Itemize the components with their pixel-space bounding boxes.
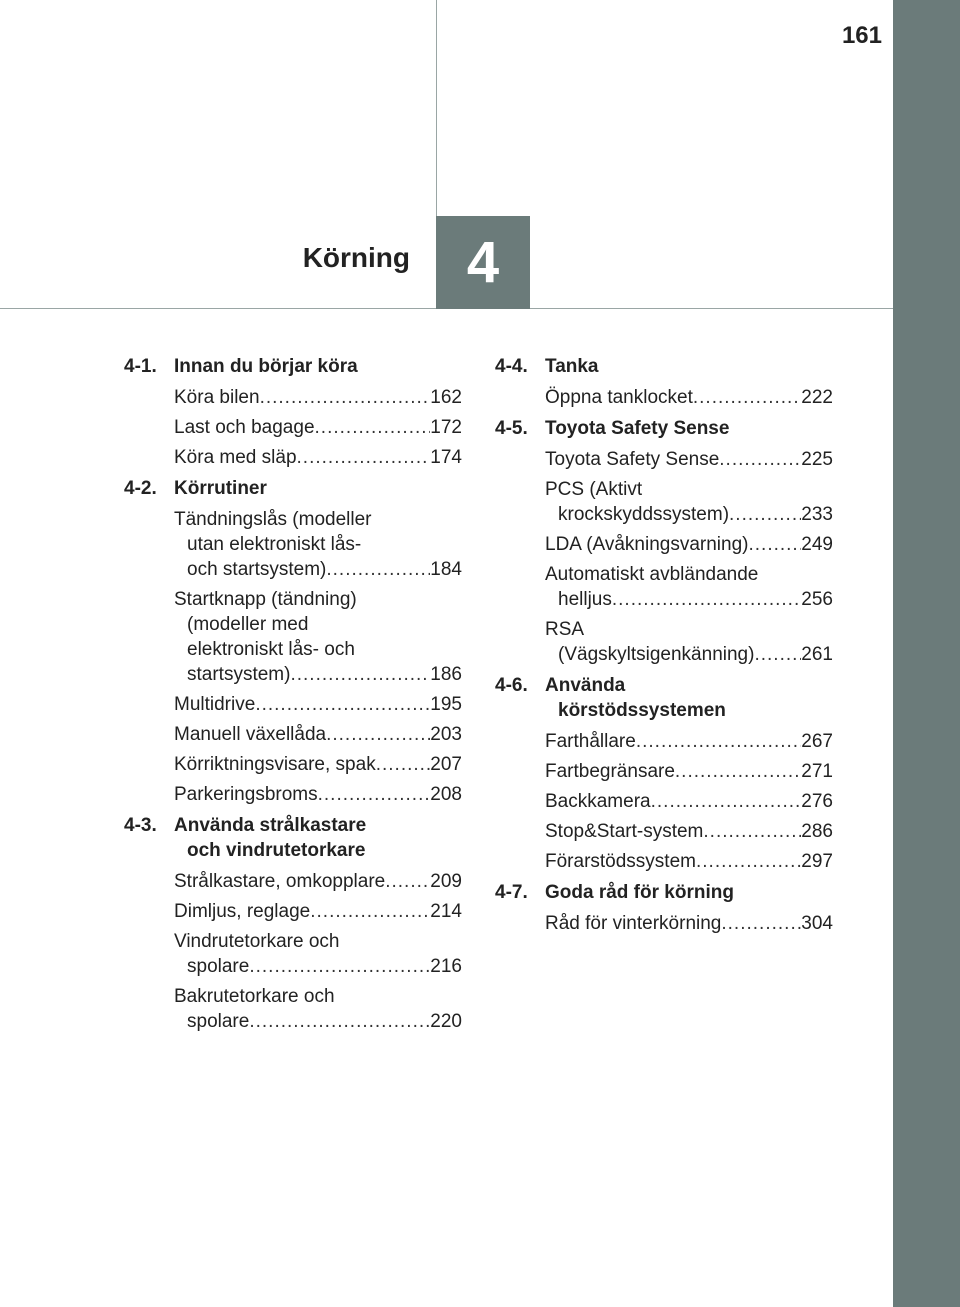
leader-dots: [696, 849, 801, 874]
entry-text: Råd för vinterkörning: [545, 913, 722, 934]
section-title-line: Goda råd för körning: [545, 882, 734, 903]
entry-page-number: 172: [430, 417, 462, 438]
toc-entry[interactable]: [545, 759, 833, 784]
entry-text-line: Vindrutetorkare och: [174, 931, 340, 952]
toc-entry[interactable]: [545, 819, 833, 844]
toc-section-heading: [124, 476, 462, 501]
section-title: [174, 813, 462, 863]
toc-entry[interactable]: [545, 617, 833, 667]
entry-text-line: Bakrutetorkare och: [174, 986, 335, 1007]
entry-last-line: [174, 557, 462, 582]
toc-entry[interactable]: [174, 984, 462, 1034]
entry-last-line: [174, 869, 462, 894]
leader-dots: [260, 385, 431, 410]
leader-dots: [636, 729, 801, 754]
entry-page-number: 209: [430, 871, 462, 892]
toc-entry[interactable]: [174, 587, 462, 687]
entry-last-line: [174, 1009, 462, 1034]
entry-last-line: [545, 729, 833, 754]
toc-entry[interactable]: [545, 532, 833, 557]
entry-last-line: [545, 759, 833, 784]
toc-section-heading: [495, 354, 833, 379]
section-number: 4-1.: [124, 356, 157, 377]
entry-page-number: 233: [801, 504, 833, 525]
entry-text: Öppna tanklocket: [545, 387, 693, 408]
entry-page-number: 186: [430, 664, 462, 685]
toc-entry[interactable]: [545, 911, 833, 936]
entry-text: Fartbegränsare: [545, 761, 675, 782]
entry-page-number: 249: [801, 534, 833, 555]
leader-dots: [290, 662, 430, 687]
toc-entry[interactable]: [174, 782, 462, 807]
chapter-number-box: 4: [436, 216, 530, 309]
entry-text: Förarstödssystem: [545, 851, 696, 872]
entry-last-line: [174, 722, 462, 747]
toc-entry[interactable]: [174, 722, 462, 747]
toc-entry[interactable]: [545, 849, 833, 874]
entry-page-number: 222: [801, 387, 833, 408]
entry-last-line: [174, 899, 462, 924]
leader-dots: [249, 954, 430, 979]
entry-last-line: [174, 692, 462, 717]
entry-text: spolare: [187, 956, 250, 977]
leader-dots: [385, 869, 430, 894]
section-title-line: och vindrutetorkare: [187, 840, 366, 861]
leader-dots: [719, 447, 801, 472]
section-number: 4-6.: [495, 675, 528, 696]
entry-page-number: 208: [430, 784, 462, 805]
entry-page-number: 184: [430, 559, 462, 580]
entry-text-line: Startknapp (tändning): [174, 589, 357, 610]
toc-section-heading: [124, 354, 462, 379]
section-title-line: Körrutiner: [174, 478, 267, 499]
entry-last-line: [545, 385, 833, 410]
toc-entry[interactable]: [545, 477, 833, 527]
vertical-rule: [436, 0, 437, 216]
section-title-line: Tanka: [545, 356, 599, 377]
entry-text-line: elektroniskt lås- och: [187, 639, 355, 660]
entry-text: Multidrive: [174, 694, 256, 715]
entry-last-line: [174, 662, 462, 687]
entry-last-line: [545, 849, 833, 874]
leader-dots: [315, 415, 431, 440]
leader-dots: [255, 692, 430, 717]
entry-text-line: RSA: [545, 619, 585, 640]
toc-entry[interactable]: [174, 869, 462, 894]
leader-dots: [693, 385, 801, 410]
toc-entry[interactable]: [545, 729, 833, 754]
leader-dots: [612, 587, 801, 612]
entry-page-number: 297: [801, 851, 833, 872]
leader-dots: [326, 557, 430, 582]
toc-section-heading: [495, 416, 833, 441]
entry-last-line: [174, 385, 462, 410]
toc-entry[interactable]: [174, 929, 462, 979]
entry-text: helljus: [558, 589, 612, 610]
entry-text: Stop&Start-system: [545, 821, 704, 842]
entry-last-line: [545, 789, 833, 814]
toc-entry[interactable]: [545, 447, 833, 472]
leader-dots: [326, 722, 430, 747]
entry-text-line: Automatiskt avbländande: [545, 564, 759, 585]
entry-text: Dimljus, reglage: [174, 901, 311, 922]
toc-section-heading: [124, 813, 462, 863]
section-title-line: Använda: [545, 675, 626, 696]
entry-page-number: 220: [430, 1011, 462, 1032]
leader-dots: [376, 752, 431, 777]
entry-text: Backkamera: [545, 791, 651, 812]
entry-text: (Vägskyltsigenkänning): [558, 644, 755, 665]
leader-dots: [748, 532, 801, 557]
toc-right-column: [495, 354, 833, 941]
entry-text: krockskyddssystem): [558, 504, 730, 525]
entry-page-number: 207: [430, 754, 462, 775]
entry-page-number: 256: [801, 589, 833, 610]
entry-last-line: [545, 502, 833, 527]
entry-page-number: 162: [430, 387, 462, 408]
leader-dots: [675, 759, 801, 784]
entry-text: Farthållare: [545, 731, 636, 752]
entry-last-line: [545, 447, 833, 472]
page-number: 161: [841, 22, 882, 49]
entry-page-number: 267: [801, 731, 833, 752]
entry-text: Köra med släp: [174, 447, 297, 468]
section-title-line: Toyota Safety Sense: [545, 418, 730, 439]
section-title: [174, 476, 462, 501]
leader-dots: [651, 789, 802, 814]
toc-entry[interactable]: [174, 692, 462, 717]
section-number: 4-7.: [495, 882, 528, 903]
leader-dots: [318, 782, 431, 807]
entry-last-line: [174, 782, 462, 807]
entry-last-line: [174, 415, 462, 440]
toc-left-column: [124, 354, 462, 1039]
toc-entry[interactable]: [174, 899, 462, 924]
entry-text: startsystem): [187, 664, 291, 685]
entry-page-number: 286: [801, 821, 833, 842]
entry-last-line: [174, 445, 462, 470]
toc-section-heading: [495, 880, 833, 905]
section-title: [174, 354, 462, 379]
entry-last-line: [174, 954, 462, 979]
section-title-line: Innan du börjar köra: [174, 356, 358, 377]
entry-text-line: PCS (Aktivt: [545, 479, 643, 500]
toc-entry[interactable]: [545, 789, 833, 814]
side-chapter-tab: [893, 0, 960, 1307]
entry-text-line: (modeller med: [187, 614, 309, 635]
toc-entry[interactable]: [174, 445, 462, 470]
entry-last-line: [545, 587, 833, 612]
entry-page-number: 225: [801, 449, 833, 470]
entry-text: Toyota Safety Sense: [545, 449, 720, 470]
toc-section-heading: [495, 673, 833, 723]
toc-entry[interactable]: [545, 385, 833, 410]
entry-page-number: 203: [430, 724, 462, 745]
toc-entry[interactable]: [174, 385, 462, 410]
leader-dots: [754, 642, 801, 667]
section-title: [545, 880, 833, 905]
entry-page-number: 195: [430, 694, 462, 715]
entry-text: Last och bagage: [174, 417, 315, 438]
entry-text: och startsystem): [187, 559, 327, 580]
toc-entry[interactable]: [545, 562, 833, 612]
entry-text: Strålkastare, omkopplare: [174, 871, 386, 892]
entry-text-line: utan elektroniskt lås-: [187, 534, 362, 555]
leader-dots: [729, 502, 801, 527]
entry-page-number: 174: [430, 447, 462, 468]
toc-entry[interactable]: [174, 507, 462, 582]
entry-page-number: 271: [801, 761, 833, 782]
section-title: [545, 416, 833, 441]
section-number: 4-3.: [124, 815, 157, 836]
entry-text: Köra bilen: [174, 387, 260, 408]
entry-last-line: [545, 819, 833, 844]
leader-dots: [310, 899, 430, 924]
toc-entry[interactable]: [174, 752, 462, 777]
entry-text-line: Tändningslås (modeller: [174, 509, 372, 530]
entry-page-number: 216: [430, 956, 462, 977]
entry-page-number: 304: [801, 913, 833, 934]
entry-last-line: [545, 642, 833, 667]
section-title: [545, 673, 833, 723]
section-title-line: Använda strålkastare: [174, 815, 367, 836]
leader-dots: [721, 911, 801, 936]
section-number: 4-5.: [495, 418, 528, 439]
entry-text: LDA (Avåkningsvarning): [545, 534, 749, 555]
section-title-line: körstödssystemen: [558, 700, 726, 721]
section-number: 4-2.: [124, 478, 157, 499]
leader-dots: [249, 1009, 430, 1034]
entry-page-number: 261: [801, 644, 833, 665]
entry-text: Parkeringsbroms: [174, 784, 318, 805]
leader-dots: [297, 445, 431, 470]
entry-last-line: [174, 752, 462, 777]
leader-dots: [703, 819, 801, 844]
entry-text: Manuell växellåda: [174, 724, 327, 745]
entry-page-number: 276: [801, 791, 833, 812]
entry-text: spolare: [187, 1011, 250, 1032]
entry-last-line: [545, 911, 833, 936]
entry-page-number: 214: [430, 901, 462, 922]
section-title: [545, 354, 833, 379]
section-number: 4-4.: [495, 356, 528, 377]
chapter-title: Körning: [302, 242, 410, 273]
entry-text: Körriktningsvisare, spak: [174, 754, 376, 775]
toc-entry[interactable]: [174, 415, 462, 440]
entry-last-line: [545, 532, 833, 557]
